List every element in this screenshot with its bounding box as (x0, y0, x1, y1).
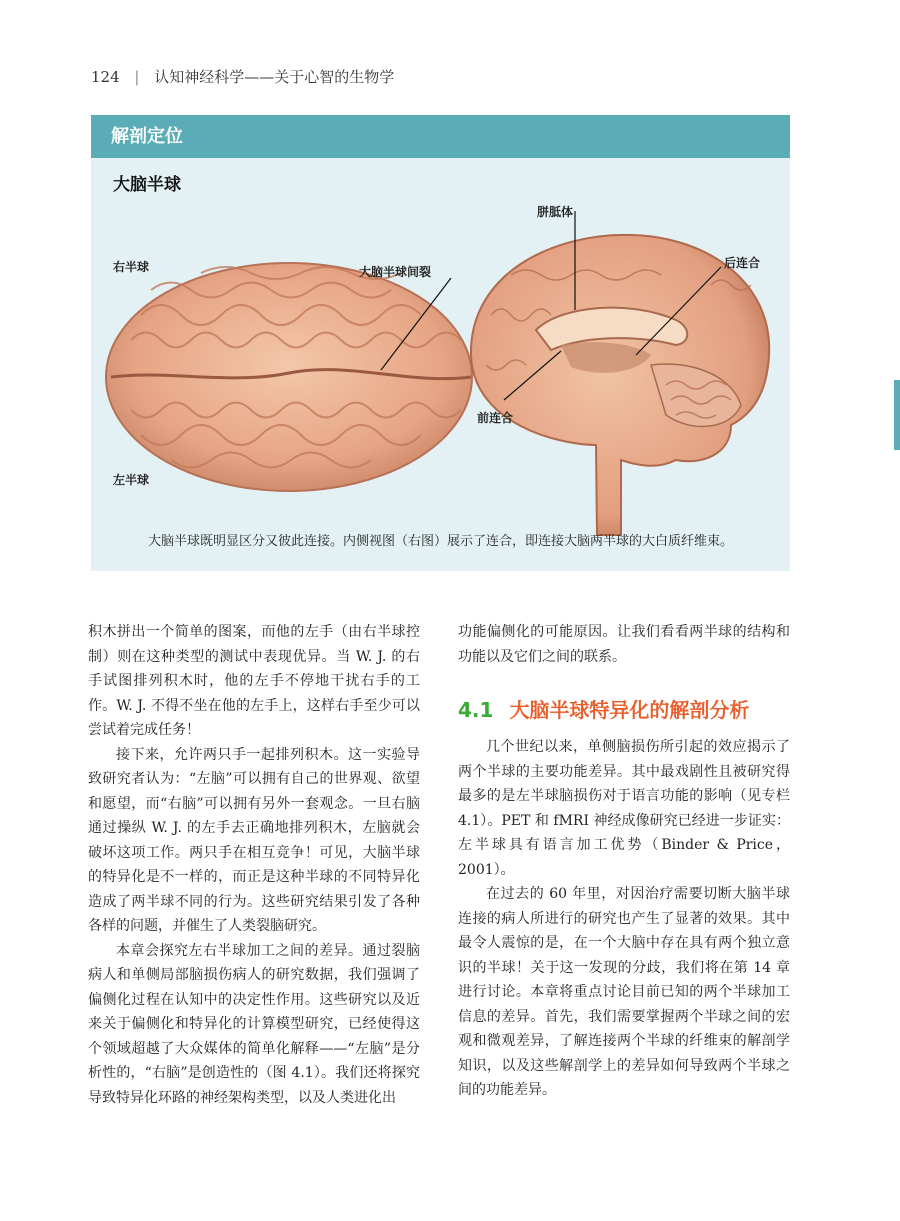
paragraph: 本章会探究左右半球加工之间的差异。通过裂脑病人和单侧局部脑损伤病人的研究数据，我们强调了偏侧化过程在认知中的决定性作用。这些研究以及近来关于偏侧化和特异化的计算模型研究，已经使得这个领域超越了大众媒体的简单化解释——“左脑”是分析性的，“右脑”是创造性的（图 4.1）。我们还将探究导致特异化环路的神经架构类型，以及人类进化出 (88, 942, 420, 1106)
left-column (88, 620, 420, 1110)
figure-caption: 大脑半球既明显区分又彼此连接。内侧视图（右图）展示了连合，即连接大脑两半球的大白质纤维束。 (147, 534, 733, 549)
box-subtitle: 大脑半球 (113, 175, 181, 195)
page-edge-tab (894, 380, 900, 450)
paragraph: 在过去的 60 年里，对因治疗需要切断大脑半球连接的病人所进行的研究也产生了显著的效果。其中最令人震惊的是，在一个大脑中存在具有两个独立意识的半球！关于这一发现的分歧，我们将在第 14 章进行讨论。本章将重点讨论目前已知的两个半球加工信息的差异。首先，我们需要掌握两个半球之间的宏观和微观差异，了解连接两个半球的纤维束的解剖学知识，以及这些解剖学上的差异如何导致两个半球之间的功能差异。 (458, 886, 790, 1098)
paragraph: 积木拼出一个简单的图案，而他的左手（由右半球控制）则在这种类型的测试中表现优异。当 W. J. 的右手试图排列积木时，他的左手不停地干扰右手的工作。W. J. 不得不坐在他的左手上，这样右手至少可以尝试着完成任务！ (88, 624, 420, 738)
header-separator: | (134, 68, 140, 86)
superior-view-brain (106, 263, 472, 491)
box-heading: 解剖定位 (91, 115, 790, 158)
running-header (91, 66, 394, 87)
section-number: 4.1 (458, 698, 494, 722)
label-posterior-commissure: 后连合 (724, 256, 761, 270)
section-heading (458, 695, 790, 725)
paragraph: 接下来，允许两只手一起排列积木。这一实验导致研究者认为：“左脑”可以拥有自己的世界观、欲望和愿望，而“右脑”可以拥有另外一套观念。一旦右脑通过操纵 W. J. 的左手去正确地排列积木，左脑就会破坏这项工作。两只手在相互竞争！可见，大脑半球的特异化是不一样的，而正是这种半球的不同特异化造成了两半球不同的行为。这些研究结果引发了各种各样的问题，并催生了人类裂脑研究。 (88, 746, 420, 934)
page-number: 124 (91, 68, 120, 86)
label-anterior-commissure: 前连合 (477, 411, 514, 425)
label-left-hemisphere: 左半球 (113, 473, 150, 487)
label-right-hemisphere: 右半球 (113, 260, 150, 274)
paragraph: 几个世纪以来，单侧脑损伤所引起的效应揭示了两个半球的主要功能差异。其中最戏剧性且被研究得最多的是左半球脑损伤对于语言功能的影响（见专栏 4.1）。PET 和 fMRI 神经成像研究已经进一步证实：左半球具有语言加工优势（Binder & Price，2001）。 (458, 739, 790, 878)
book-title: 认知神经科学——关于心智的生物学 (154, 68, 395, 86)
paragraph: 功能偏侧化的可能原因。让我们看看两半球的结构和功能以及它们之间的联系。 (458, 624, 790, 665)
label-corpus-callosum: 胼胝体 (537, 205, 574, 219)
section-title: 大脑半球特异化的解剖分析 (509, 698, 750, 722)
brain-figure (91, 115, 790, 571)
right-column (458, 620, 790, 1103)
anatomy-box (91, 115, 790, 571)
label-fissure: 大脑半球间裂 (359, 265, 432, 279)
